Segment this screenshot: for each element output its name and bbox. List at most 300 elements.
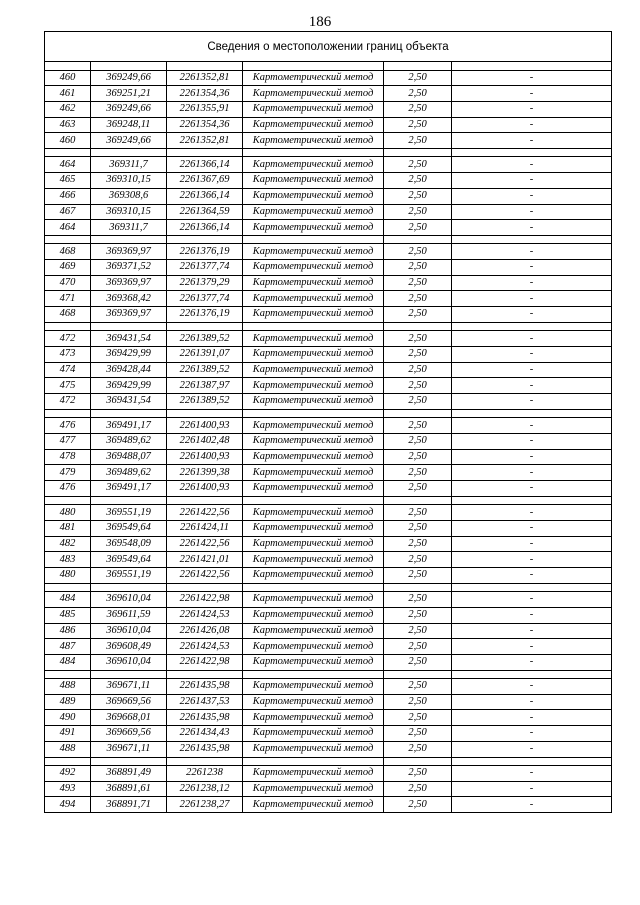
method-cell: Картометрический метод — [243, 567, 384, 583]
x-coordinate-cell: 369371,52 — [91, 260, 167, 276]
method-cell: Картометрический метод — [243, 449, 384, 465]
x-coordinate-cell: 369310,15 — [91, 204, 167, 220]
point-number-cell: 478 — [45, 449, 91, 465]
x-coordinate-cell: 369429,99 — [91, 378, 167, 394]
description-cell: - — [452, 331, 612, 347]
x-coordinate-cell: 369310,15 — [91, 173, 167, 189]
group-separator-row — [45, 496, 612, 505]
y-coordinate-cell: 2261424,11 — [167, 520, 243, 536]
table-row — [45, 433, 612, 449]
x-coordinate-cell: 369610,04 — [91, 592, 167, 608]
group-separator-row — [45, 235, 612, 244]
blank-cell — [167, 409, 243, 418]
table-row — [45, 694, 612, 710]
description-cell: - — [452, 70, 612, 86]
x-coordinate-cell: 369251,21 — [91, 86, 167, 102]
point-number-cell: 489 — [45, 694, 91, 710]
group-separator-row — [45, 583, 612, 592]
accuracy-cell: 2,50 — [384, 536, 452, 552]
blank-cell — [452, 322, 612, 331]
y-coordinate-cell: 2261434,43 — [167, 726, 243, 742]
x-coordinate-cell: 369489,62 — [91, 465, 167, 481]
point-number-cell: 473 — [45, 347, 91, 363]
x-coordinate-cell: 369431,54 — [91, 331, 167, 347]
x-coordinate-cell: 369369,97 — [91, 244, 167, 260]
blank-cell — [45, 670, 91, 679]
blank-cell — [452, 670, 612, 679]
method-cell: Картометрический метод — [243, 710, 384, 726]
blank-cell — [91, 670, 167, 679]
table-row — [45, 520, 612, 536]
x-coordinate-cell: 369548,09 — [91, 536, 167, 552]
accuracy-cell: 2,50 — [384, 291, 452, 307]
table-body — [45, 32, 612, 813]
method-cell: Картометрический метод — [243, 639, 384, 655]
description-cell: - — [452, 86, 612, 102]
y-coordinate-cell: 2261422,98 — [167, 592, 243, 608]
method-cell: Картометрический метод — [243, 797, 384, 813]
description-cell: - — [452, 726, 612, 742]
method-cell: Картометрический метод — [243, 101, 384, 117]
description-cell: - — [452, 204, 612, 220]
description-cell: - — [452, 173, 612, 189]
x-coordinate-cell: 368891,61 — [91, 781, 167, 797]
method-cell: Картометрический метод — [243, 157, 384, 173]
x-coordinate-cell: 369671,11 — [91, 679, 167, 695]
table-row — [45, 623, 612, 639]
method-cell: Картометрический метод — [243, 244, 384, 260]
blank-cell — [167, 496, 243, 505]
y-coordinate-cell: 2261389,52 — [167, 362, 243, 378]
y-coordinate-cell: 2261435,98 — [167, 710, 243, 726]
method-cell: Картометрический метод — [243, 173, 384, 189]
accuracy-cell: 2,50 — [384, 157, 452, 173]
table-row — [45, 592, 612, 608]
blank-cell — [45, 148, 91, 157]
description-cell: - — [452, 275, 612, 291]
description-cell: - — [452, 188, 612, 204]
group-separator-row — [45, 62, 612, 71]
method-cell: Картометрический метод — [243, 481, 384, 497]
point-number-cell: 474 — [45, 362, 91, 378]
table-row — [45, 607, 612, 623]
description-cell: - — [452, 536, 612, 552]
y-coordinate-cell: 2261422,56 — [167, 536, 243, 552]
method-cell: Картометрический метод — [243, 592, 384, 608]
y-coordinate-cell: 2261435,98 — [167, 741, 243, 757]
blank-cell — [45, 409, 91, 418]
y-coordinate-cell: 2261387,97 — [167, 378, 243, 394]
accuracy-cell: 2,50 — [384, 362, 452, 378]
y-coordinate-cell: 2261364,59 — [167, 204, 243, 220]
y-coordinate-cell: 2261399,38 — [167, 465, 243, 481]
blank-cell — [243, 148, 384, 157]
blank-cell — [45, 322, 91, 331]
accuracy-cell: 2,50 — [384, 173, 452, 189]
description-cell: - — [452, 307, 612, 323]
description-cell: - — [452, 291, 612, 307]
method-cell: Картометрический метод — [243, 465, 384, 481]
blank-cell — [452, 583, 612, 592]
y-coordinate-cell: 2261400,93 — [167, 449, 243, 465]
blank-cell — [91, 583, 167, 592]
description-cell: - — [452, 520, 612, 536]
point-number-cell: 483 — [45, 552, 91, 568]
x-coordinate-cell: 369489,62 — [91, 433, 167, 449]
x-coordinate-cell: 369491,17 — [91, 481, 167, 497]
table-row — [45, 481, 612, 497]
description-cell: - — [452, 481, 612, 497]
accuracy-cell: 2,50 — [384, 710, 452, 726]
blank-cell — [452, 235, 612, 244]
y-coordinate-cell: 2261402,48 — [167, 433, 243, 449]
table-row — [45, 552, 612, 568]
method-cell: Картометрический метод — [243, 552, 384, 568]
table-row — [45, 766, 612, 782]
accuracy-cell: 2,50 — [384, 766, 452, 782]
point-number-cell: 460 — [45, 70, 91, 86]
blank-cell — [91, 757, 167, 766]
accuracy-cell: 2,50 — [384, 331, 452, 347]
y-coordinate-cell: 2261389,52 — [167, 331, 243, 347]
method-cell: Картометрический метод — [243, 394, 384, 410]
table-row — [45, 726, 612, 742]
accuracy-cell: 2,50 — [384, 394, 452, 410]
point-number-cell: 464 — [45, 157, 91, 173]
blank-cell — [243, 496, 384, 505]
table-row — [45, 781, 612, 797]
y-coordinate-cell: 2261379,29 — [167, 275, 243, 291]
point-number-cell: 484 — [45, 592, 91, 608]
description-cell: - — [452, 465, 612, 481]
accuracy-cell: 2,50 — [384, 465, 452, 481]
method-cell: Картометрический метод — [243, 654, 384, 670]
blank-cell — [452, 757, 612, 766]
y-coordinate-cell: 2261437,53 — [167, 694, 243, 710]
description-cell: - — [452, 679, 612, 695]
y-coordinate-cell: 2261352,81 — [167, 133, 243, 149]
table-row — [45, 362, 612, 378]
point-number-cell: 488 — [45, 679, 91, 695]
method-cell: Картометрический метод — [243, 291, 384, 307]
group-separator-row — [45, 670, 612, 679]
table-row — [45, 331, 612, 347]
y-coordinate-cell: 2261377,74 — [167, 291, 243, 307]
accuracy-cell: 2,50 — [384, 797, 452, 813]
method-cell: Картометрический метод — [243, 347, 384, 363]
y-coordinate-cell: 2261238 — [167, 766, 243, 782]
y-coordinate-cell: 2261422,56 — [167, 567, 243, 583]
description-cell: - — [452, 378, 612, 394]
description-cell: - — [452, 418, 612, 434]
x-coordinate-cell: 369311,7 — [91, 220, 167, 236]
point-number-cell: 461 — [45, 86, 91, 102]
blank-cell — [91, 148, 167, 157]
point-number-cell: 467 — [45, 204, 91, 220]
point-number-cell: 472 — [45, 394, 91, 410]
accuracy-cell: 2,50 — [384, 347, 452, 363]
table-row — [45, 117, 612, 133]
description-cell: - — [452, 133, 612, 149]
blank-cell — [91, 409, 167, 418]
description-cell: - — [452, 362, 612, 378]
document-sheet — [44, 31, 611, 813]
y-coordinate-cell: 2261366,14 — [167, 188, 243, 204]
x-coordinate-cell: 369610,04 — [91, 623, 167, 639]
y-coordinate-cell: 2261400,93 — [167, 481, 243, 497]
x-coordinate-cell: 369608,49 — [91, 639, 167, 655]
point-number-cell: 493 — [45, 781, 91, 797]
blank-cell — [167, 235, 243, 244]
description-cell: - — [452, 449, 612, 465]
blank-cell — [167, 62, 243, 71]
point-number-cell: 468 — [45, 244, 91, 260]
point-number-cell: 462 — [45, 101, 91, 117]
point-number-cell: 476 — [45, 418, 91, 434]
description-cell: - — [452, 797, 612, 813]
blank-cell — [452, 409, 612, 418]
method-cell: Картометрический метод — [243, 536, 384, 552]
blank-cell — [243, 670, 384, 679]
point-number-cell: 465 — [45, 173, 91, 189]
table-row — [45, 173, 612, 189]
description-cell: - — [452, 157, 612, 173]
description-cell: - — [452, 654, 612, 670]
point-number-cell: 463 — [45, 117, 91, 133]
method-cell: Картометрический метод — [243, 781, 384, 797]
blank-cell — [45, 496, 91, 505]
point-number-cell: 469 — [45, 260, 91, 276]
description-cell: - — [452, 394, 612, 410]
group-separator-row — [45, 322, 612, 331]
accuracy-cell: 2,50 — [384, 449, 452, 465]
x-coordinate-cell: 369669,56 — [91, 694, 167, 710]
accuracy-cell: 2,50 — [384, 220, 452, 236]
title-row — [45, 32, 612, 62]
point-number-cell: 488 — [45, 741, 91, 757]
table-row — [45, 567, 612, 583]
blank-cell — [384, 148, 452, 157]
accuracy-cell: 2,50 — [384, 204, 452, 220]
description-cell: - — [452, 347, 612, 363]
group-separator-row — [45, 757, 612, 766]
method-cell: Картометрический метод — [243, 188, 384, 204]
table-title: Сведения о местоположении границ объекта — [45, 32, 612, 62]
x-coordinate-cell: 369491,17 — [91, 418, 167, 434]
description-cell: - — [452, 101, 612, 117]
description-cell: - — [452, 766, 612, 782]
accuracy-cell: 2,50 — [384, 607, 452, 623]
table-row — [45, 260, 612, 276]
x-coordinate-cell: 369668,01 — [91, 710, 167, 726]
accuracy-cell: 2,50 — [384, 275, 452, 291]
table-row — [45, 204, 612, 220]
point-number-cell: 466 — [45, 188, 91, 204]
description-cell: - — [452, 552, 612, 568]
x-coordinate-cell: 369611,59 — [91, 607, 167, 623]
x-coordinate-cell: 369249,66 — [91, 133, 167, 149]
accuracy-cell: 2,50 — [384, 481, 452, 497]
method-cell: Картометрический метод — [243, 505, 384, 521]
point-number-cell: 476 — [45, 481, 91, 497]
method-cell: Картометрический метод — [243, 117, 384, 133]
accuracy-cell: 2,50 — [384, 133, 452, 149]
point-number-cell: 479 — [45, 465, 91, 481]
blank-cell — [243, 757, 384, 766]
point-number-cell: 486 — [45, 623, 91, 639]
blank-cell — [452, 148, 612, 157]
accuracy-cell: 2,50 — [384, 70, 452, 86]
y-coordinate-cell: 2261354,36 — [167, 86, 243, 102]
method-cell: Картометрический метод — [243, 362, 384, 378]
point-number-cell: 460 — [45, 133, 91, 149]
x-coordinate-cell: 369488,07 — [91, 449, 167, 465]
x-coordinate-cell: 369551,19 — [91, 505, 167, 521]
table-row — [45, 133, 612, 149]
accuracy-cell: 2,50 — [384, 781, 452, 797]
table-row — [45, 157, 612, 173]
x-coordinate-cell: 369369,97 — [91, 275, 167, 291]
blank-cell — [91, 62, 167, 71]
table-row — [45, 101, 612, 117]
point-number-cell: 485 — [45, 607, 91, 623]
x-coordinate-cell: 369311,7 — [91, 157, 167, 173]
method-cell: Картометрический метод — [243, 133, 384, 149]
description-cell: - — [452, 117, 612, 133]
y-coordinate-cell: 2261376,19 — [167, 307, 243, 323]
accuracy-cell: 2,50 — [384, 592, 452, 608]
method-cell: Картометрический метод — [243, 307, 384, 323]
blank-cell — [384, 583, 452, 592]
x-coordinate-cell: 369549,64 — [91, 520, 167, 536]
blank-cell — [384, 496, 452, 505]
y-coordinate-cell: 2261391,07 — [167, 347, 243, 363]
table-row — [45, 244, 612, 260]
blank-cell — [167, 757, 243, 766]
table-row — [45, 291, 612, 307]
description-cell: - — [452, 639, 612, 655]
description-cell: - — [452, 433, 612, 449]
table-row — [45, 220, 612, 236]
accuracy-cell: 2,50 — [384, 694, 452, 710]
accuracy-cell: 2,50 — [384, 86, 452, 102]
accuracy-cell: 2,50 — [384, 418, 452, 434]
table-row — [45, 378, 612, 394]
x-coordinate-cell: 369249,66 — [91, 101, 167, 117]
blank-cell — [91, 235, 167, 244]
blank-cell — [243, 409, 384, 418]
y-coordinate-cell: 2261435,98 — [167, 679, 243, 695]
description-cell: - — [452, 244, 612, 260]
y-coordinate-cell: 2261238,27 — [167, 797, 243, 813]
y-coordinate-cell: 2261354,36 — [167, 117, 243, 133]
point-number-cell: 480 — [45, 505, 91, 521]
description-cell: - — [452, 710, 612, 726]
accuracy-cell: 2,50 — [384, 679, 452, 695]
description-cell: - — [452, 694, 612, 710]
accuracy-cell: 2,50 — [384, 433, 452, 449]
x-coordinate-cell: 369549,64 — [91, 552, 167, 568]
accuracy-cell: 2,50 — [384, 307, 452, 323]
table-row — [45, 797, 612, 813]
table-row — [45, 639, 612, 655]
point-number-cell: 470 — [45, 275, 91, 291]
blank-cell — [45, 583, 91, 592]
group-separator-row — [45, 409, 612, 418]
description-cell: - — [452, 607, 612, 623]
x-coordinate-cell: 369249,66 — [91, 70, 167, 86]
method-cell: Картометрический метод — [243, 86, 384, 102]
table-row — [45, 679, 612, 695]
accuracy-cell: 2,50 — [384, 260, 452, 276]
x-coordinate-cell: 369429,99 — [91, 347, 167, 363]
accuracy-cell: 2,50 — [384, 639, 452, 655]
blank-cell — [45, 235, 91, 244]
blank-cell — [452, 62, 612, 71]
x-coordinate-cell: 369428,44 — [91, 362, 167, 378]
method-cell: Картометрический метод — [243, 694, 384, 710]
y-coordinate-cell: 2261421,01 — [167, 552, 243, 568]
boundary-table — [44, 31, 612, 813]
method-cell: Картометрический метод — [243, 378, 384, 394]
y-coordinate-cell: 2261389,52 — [167, 394, 243, 410]
y-coordinate-cell: 2261238,12 — [167, 781, 243, 797]
point-number-cell: 481 — [45, 520, 91, 536]
blank-cell — [45, 757, 91, 766]
accuracy-cell: 2,50 — [384, 520, 452, 536]
accuracy-cell: 2,50 — [384, 623, 452, 639]
description-cell: - — [452, 623, 612, 639]
table-row — [45, 307, 612, 323]
accuracy-cell: 2,50 — [384, 726, 452, 742]
y-coordinate-cell: 2261376,19 — [167, 244, 243, 260]
x-coordinate-cell: 369610,04 — [91, 654, 167, 670]
point-number-cell: 471 — [45, 291, 91, 307]
method-cell: Картометрический метод — [243, 260, 384, 276]
point-number-cell: 484 — [45, 654, 91, 670]
table-row — [45, 418, 612, 434]
x-coordinate-cell: 369308,6 — [91, 188, 167, 204]
table-row — [45, 710, 612, 726]
y-coordinate-cell: 2261366,14 — [167, 220, 243, 236]
x-coordinate-cell: 369551,19 — [91, 567, 167, 583]
y-coordinate-cell: 2261400,93 — [167, 418, 243, 434]
point-number-cell: 468 — [45, 307, 91, 323]
accuracy-cell: 2,50 — [384, 567, 452, 583]
table-row — [45, 465, 612, 481]
blank-cell — [167, 148, 243, 157]
method-cell: Картометрический метод — [243, 741, 384, 757]
table-row — [45, 188, 612, 204]
point-number-cell: 491 — [45, 726, 91, 742]
table-row — [45, 741, 612, 757]
method-cell: Картометрический метод — [243, 520, 384, 536]
accuracy-cell: 2,50 — [384, 654, 452, 670]
group-separator-row — [45, 148, 612, 157]
y-coordinate-cell: 2261352,81 — [167, 70, 243, 86]
x-coordinate-cell: 369368,42 — [91, 291, 167, 307]
accuracy-cell: 2,50 — [384, 101, 452, 117]
description-cell: - — [452, 741, 612, 757]
point-number-cell: 472 — [45, 331, 91, 347]
method-cell: Картометрический метод — [243, 275, 384, 291]
point-number-cell: 482 — [45, 536, 91, 552]
point-number-cell: 487 — [45, 639, 91, 655]
accuracy-cell: 2,50 — [384, 552, 452, 568]
description-cell: - — [452, 260, 612, 276]
method-cell: Картометрический метод — [243, 726, 384, 742]
table-row — [45, 505, 612, 521]
